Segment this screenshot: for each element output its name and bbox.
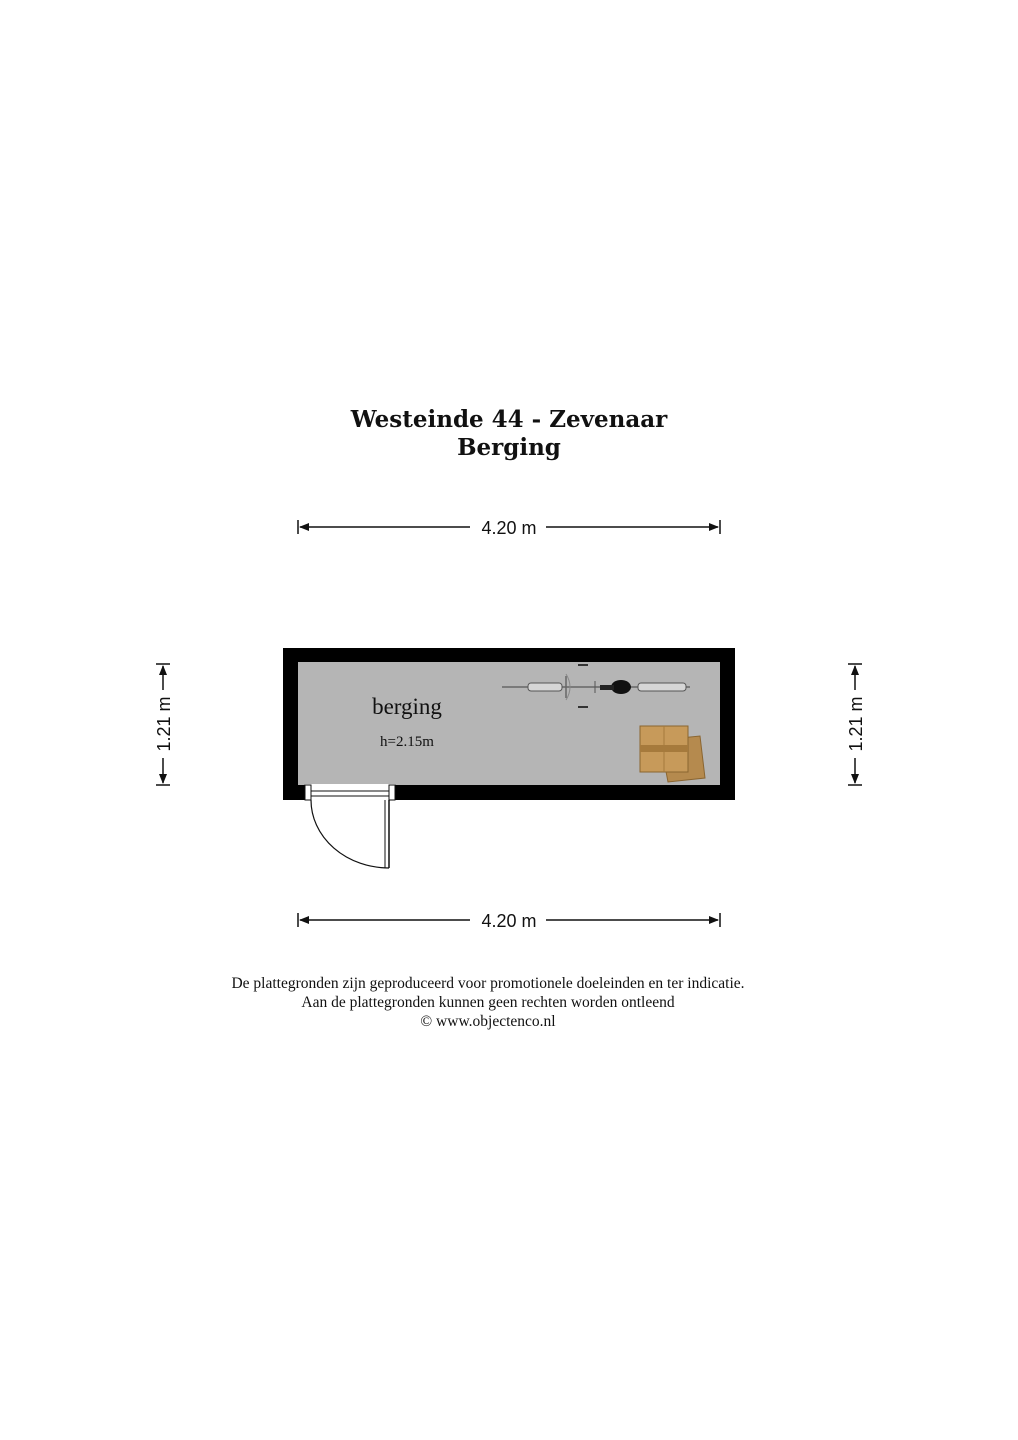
plan-subtitle: Berging <box>457 434 561 461</box>
dimension-top-label: 4.20 m <box>481 518 537 538</box>
disclaimer-line-2: Aan de plattegronden kunnen geen rechten worden ontleend <box>301 994 675 1011</box>
room-label: berging <box>372 694 442 719</box>
dimension-right-label: 1.21 m <box>846 696 866 752</box>
disclaimer-line-1: De plattegronden zijn geproduceerd voor promotionele doeleinden en ter indicatie. <box>231 975 745 992</box>
plan-title: Westeinde 44 - Zevenaar <box>350 406 668 433</box>
dimension-left <box>154 664 174 785</box>
dimension-bottom <box>298 911 720 931</box>
dimension-top <box>298 518 720 538</box>
room-height: h=2.15m <box>380 734 434 750</box>
dimension-right <box>846 664 866 785</box>
door-opening <box>305 784 395 801</box>
dimension-bottom-label: 4.20 m <box>481 911 537 931</box>
copyright-line: © www.objectenco.nl <box>420 1013 556 1030</box>
dimension-left-label: 1.21 m <box>154 696 174 752</box>
door-swing-icon <box>311 800 389 868</box>
